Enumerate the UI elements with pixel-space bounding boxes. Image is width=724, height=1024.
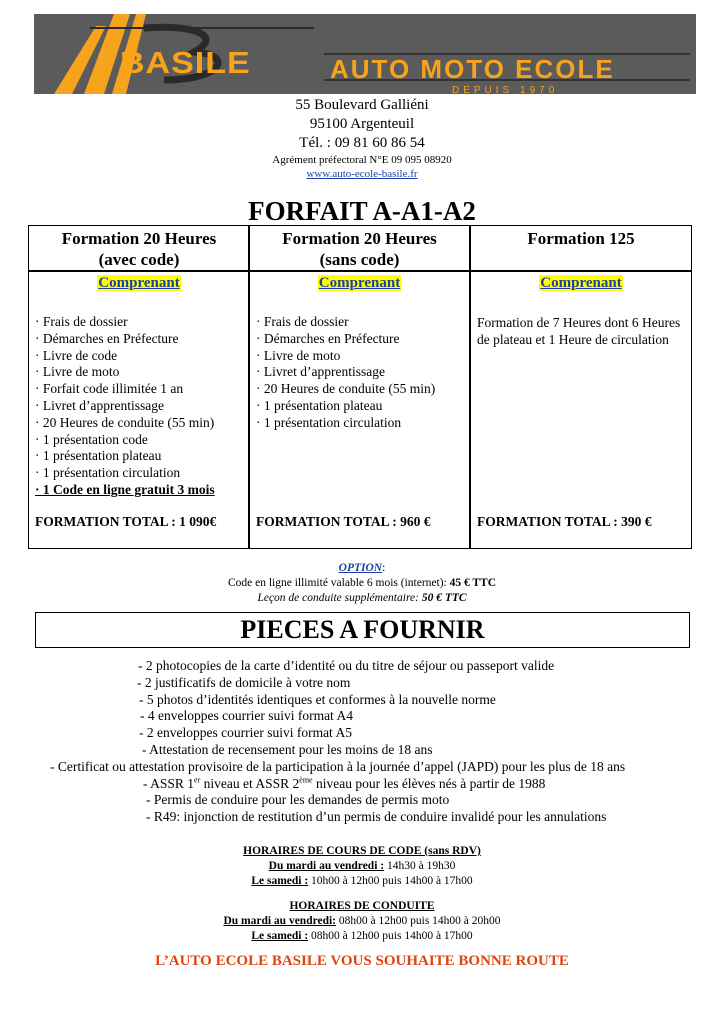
school-name: AUTO MOTO ECOLE xyxy=(330,54,615,84)
address-street: 55 Boulevard Galliéni xyxy=(295,97,429,113)
address-phone: Tél. : 09 81 60 86 54 xyxy=(299,135,425,151)
address-block xyxy=(0,96,724,181)
formation-total: FORMATION TOTAL : 960 € xyxy=(256,514,431,529)
page-title: FORFAIT A-A1-A2 xyxy=(248,196,476,226)
list-item: - 2 justificatifs de domicile à votre nom xyxy=(137,674,351,690)
comprenant-label: Comprenant xyxy=(318,275,401,291)
week-hours: 14h30 à 19h30 xyxy=(384,860,456,872)
option-lecon-price: 50 € TTC xyxy=(421,592,467,604)
formation-header: Formation 20 Heures (avec code) xyxy=(61,229,217,269)
horaires-conduite xyxy=(0,899,724,944)
list-item: · Livret d’apprentissage xyxy=(256,364,385,380)
list-item: · 1 présentation code xyxy=(35,431,148,447)
list-item-bonus: · 1 Code en ligne gratuit 3 mois xyxy=(35,481,215,497)
formations-table xyxy=(28,225,692,549)
option-code-price: 45 € TTC xyxy=(449,577,497,589)
list-item: · Frais de dossier xyxy=(35,314,128,329)
brand-name: BASILE xyxy=(120,45,251,81)
pieces-title: PIECES A FOURNIR xyxy=(35,612,690,648)
formation-column-125 xyxy=(471,226,691,548)
list-item: · Forfait code illimitée 1 an xyxy=(35,381,184,397)
since-label: DEPUIS 1970 xyxy=(452,85,559,94)
formation-items xyxy=(35,314,245,499)
option-label: OPTION xyxy=(338,562,383,574)
list-item: - R49: injonction de restitution d’un permis de conduire invalidé pour les annulations xyxy=(146,809,607,825)
week-label: Du mardi au vendredi : xyxy=(268,860,385,872)
list-item: - Permis de conduire pour les demandes de permis moto xyxy=(146,792,450,808)
agrement-number: Agrément préfectoral N°E 09 095 08920 xyxy=(272,154,452,166)
comprenant-label: Comprenant xyxy=(540,275,622,291)
formation-total: FORMATION TOTAL : 390 € xyxy=(477,514,652,529)
list-item: · 1 présentation circulation xyxy=(256,414,402,430)
option-section: OPTION: Code en ligne illimité valable 6 mois (internet): 45 € TTC Leçon de conduite supplémentaire: 50 € TTC xyxy=(227,562,497,604)
list-item: - Certificat ou attestation provisoire de la participation à la journée d’appel (JAPD) pour les plus de 18 ans xyxy=(50,758,626,774)
website-link[interactable]: www.auto-ecole-basile.fr xyxy=(306,168,418,180)
formation-total: FORMATION TOTAL : 1 090€ xyxy=(35,514,217,529)
list-item: · Livre de code xyxy=(35,347,118,363)
comprenant-label: Comprenant xyxy=(98,275,180,291)
list-item: - 5 photos d’identités identiques et conformes à la nouvelle norme xyxy=(139,691,496,707)
list-item: - Attestation de recensement pour les moins de 18 ans xyxy=(142,741,433,757)
horaires-code-title: HORAIRES DE COURS DE CODE (sans RDV) xyxy=(243,845,481,857)
header-banner xyxy=(34,14,696,94)
formation-column-sans-code xyxy=(250,226,469,548)
formation-header: Formation 125 xyxy=(527,229,635,248)
saturday-hours: 08h00 à 12h00 puis 14h00 à 17h00 xyxy=(308,930,473,942)
list-item: - 2 enveloppes courrier suivi format A5 xyxy=(139,725,352,741)
list-item: · Démarches en Préfecture xyxy=(35,330,179,346)
footer-message: L’AUTO ECOLE BASILE VOUS SOUHAITE BONNE ROUTE xyxy=(155,953,569,969)
formation-header: Formation 20 Heures (sans code) xyxy=(282,229,437,269)
pieces-list xyxy=(0,658,724,826)
list-item: · Frais de dossier xyxy=(256,314,349,329)
list-item: · 20 Heures de conduite (55 min) xyxy=(256,381,436,397)
list-item: - 4 enveloppes courrier suivi format A4 xyxy=(140,708,353,724)
saturday-label: Le samedi : xyxy=(251,930,309,942)
horaires-code xyxy=(0,844,724,889)
list-item: - 2 photocopies de la carte d’identité ou du titre de séjour ou passeport valide xyxy=(138,658,555,673)
formation-column-avec-code xyxy=(29,226,249,548)
list-item: · Livret d’apprentissage xyxy=(35,397,164,413)
week-hours: 08h00 à 12h00 puis 14h00 à 20h00 xyxy=(336,915,501,927)
formation-description: Formation de 7 Heures dont 6 Heures de plateau et 1 Heure de circulation xyxy=(477,315,681,347)
list-item: · 1 présentation circulation xyxy=(35,465,181,481)
list-item: · Livre de moto xyxy=(35,364,120,380)
saturday-hours: 10h00 à 12h00 puis 14h00 à 17h00 xyxy=(308,875,473,887)
list-item: · 20 Heures de conduite (55 min) xyxy=(35,414,215,430)
list-item-assr: - ASSR 1er niveau et ASSR 2ème niveau pour les élèves nés à partir de 1988 xyxy=(143,775,546,791)
saturday-label: Le samedi : xyxy=(251,875,309,887)
week-label: Du mardi au vendredi: xyxy=(223,915,337,927)
horaires-conduite-title: HORAIRES DE CONDUITE xyxy=(289,900,435,912)
list-item: · Livre de moto xyxy=(256,347,341,363)
list-item: · 1 présentation plateau xyxy=(256,397,383,413)
address-city: 95100 Argenteuil xyxy=(309,116,415,132)
list-item: · Démarches en Préfecture xyxy=(256,330,400,346)
formation-items xyxy=(256,314,465,432)
option-lecon-text: Leçon de conduite supplémentaire: xyxy=(257,592,422,604)
option-code-text: Code en ligne illimité valable 6 mois (internet): xyxy=(227,577,450,589)
list-item: · 1 présentation plateau xyxy=(35,448,162,464)
